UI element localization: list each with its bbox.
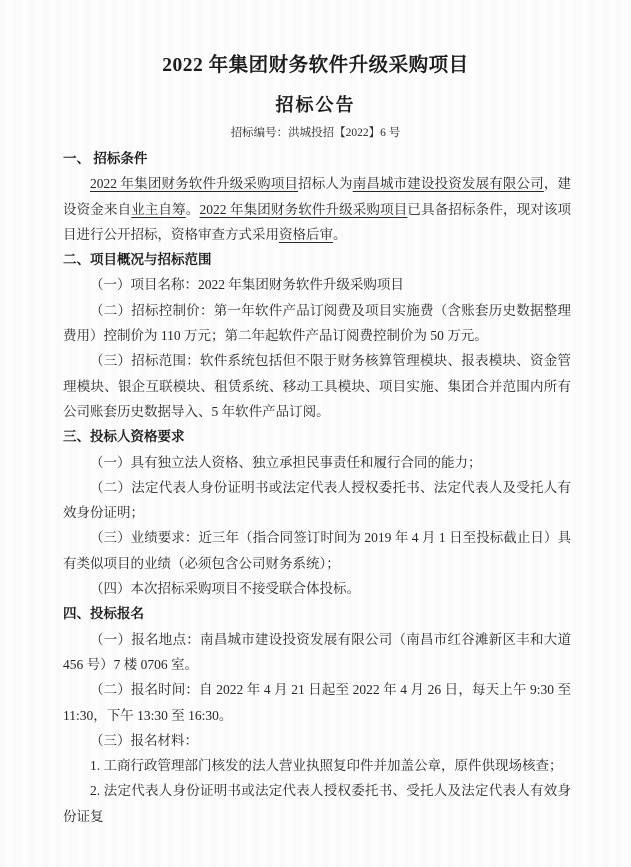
paragraph-qualification-4: （四）本次招标采购项目不接受联合体投标。	[90, 581, 360, 597]
paragraph-material-item-2: 2. 法定代表人身份证明书或法定代表人授权委托书、受托人及法定代表人有效身份证复	[63, 783, 571, 824]
paragraph-tender-scope: （三）招标范围：软件系统包括但不限于财务核算管理模块、报表模块、资金管理模块、银企互联模块、租赁系统、移动工具模块、项目实施、集团合并范围内所有公司账套历史数据导入、5 年软件产品订阅。	[63, 353, 571, 419]
paragraph-qualification-2: （二）法定代表人身份证明书或法定代表人授权委托书、法定代表人及受托人有效身份证明；	[63, 479, 571, 521]
paragraph-registration-time: （二）报名时间：自 2022 年 4 月 21 日起至 2022 年 4 月 26 日，每天上午 9:30 至 11:30，下午 13:30 至 16:30。	[63, 682, 571, 723]
underlined-tenderee-name: 南昌城市建设投资发展有限公司	[352, 176, 544, 192]
section-heading-bidder-qualifications: 三、投标人资格要求	[63, 429, 185, 445]
paragraph-material-item-1: 1. 工商行政管理部门核发的法人营业执照复印件并加盖公章，原件供现场核查；	[90, 758, 563, 774]
underlined-qualification-review: 资格后审	[279, 226, 333, 242]
document-title: 2022 年集团财务软件升级采购项目	[162, 55, 469, 76]
underlined-project-name: 2022 年集团财务软件升级采购项目	[90, 176, 299, 192]
tender-number: 招标编号：洪城投招【2022】6 号	[230, 127, 401, 139]
paragraph-control-price: （二）招标控制价：第一年软件产品订阅费及项目实施费（含账套历史数据整理费用）控制价为 110 万元；第二年起软件产品订阅费控制价为 50 万元。	[63, 302, 571, 344]
underlined-project-name-2: 2022 年集团财务软件升级采购项目	[199, 201, 408, 217]
paragraph-qualification-3: （三）业绩要求：近三年（指合同签订时间为 2019 年 4 月 1 日至投标截止日）具有类似项目的业绩（必须包含公司财务系统）；	[63, 530, 571, 571]
document-body	[0, 146, 631, 829]
paragraph-registration-location: （一）报名地点：南昌城市建设投资发展有限公司（南昌市红谷滩新区丰和大道 456 号）7 楼 0706 室。	[63, 631, 571, 672]
paragraph-registration-materials: （三）报名材料：	[90, 732, 198, 748]
underlined-funding-source: 业主自筹	[131, 201, 186, 217]
paragraph-qualification-1: （一）具有独立法人资格、独立承担民事责任和履行合同的能力；	[90, 454, 482, 470]
document-subtitle: 招标公告	[275, 95, 356, 115]
section-heading-project-overview: 二、项目概况与招标范围	[63, 252, 212, 268]
section-heading-bid-registration: 四、投标报名	[63, 606, 144, 622]
document-header	[0, 0, 631, 142]
paragraph-project-name: （一）项目名称：2022 年集团财务软件升级采购项目	[90, 277, 404, 293]
section-heading-tender-conditions: 一、 招标条件	[63, 151, 148, 166]
paragraph-tender-conditions: 2022 年集团财务软件升级采购项目招标人为南昌城市建设投资发展有限公司，建设资金来自业主自筹。2022 年集团财务软件升级采购项目已具备招标条件，现对该项目进行公开招标，资格审查方式采用资格后审。	[63, 176, 572, 242]
